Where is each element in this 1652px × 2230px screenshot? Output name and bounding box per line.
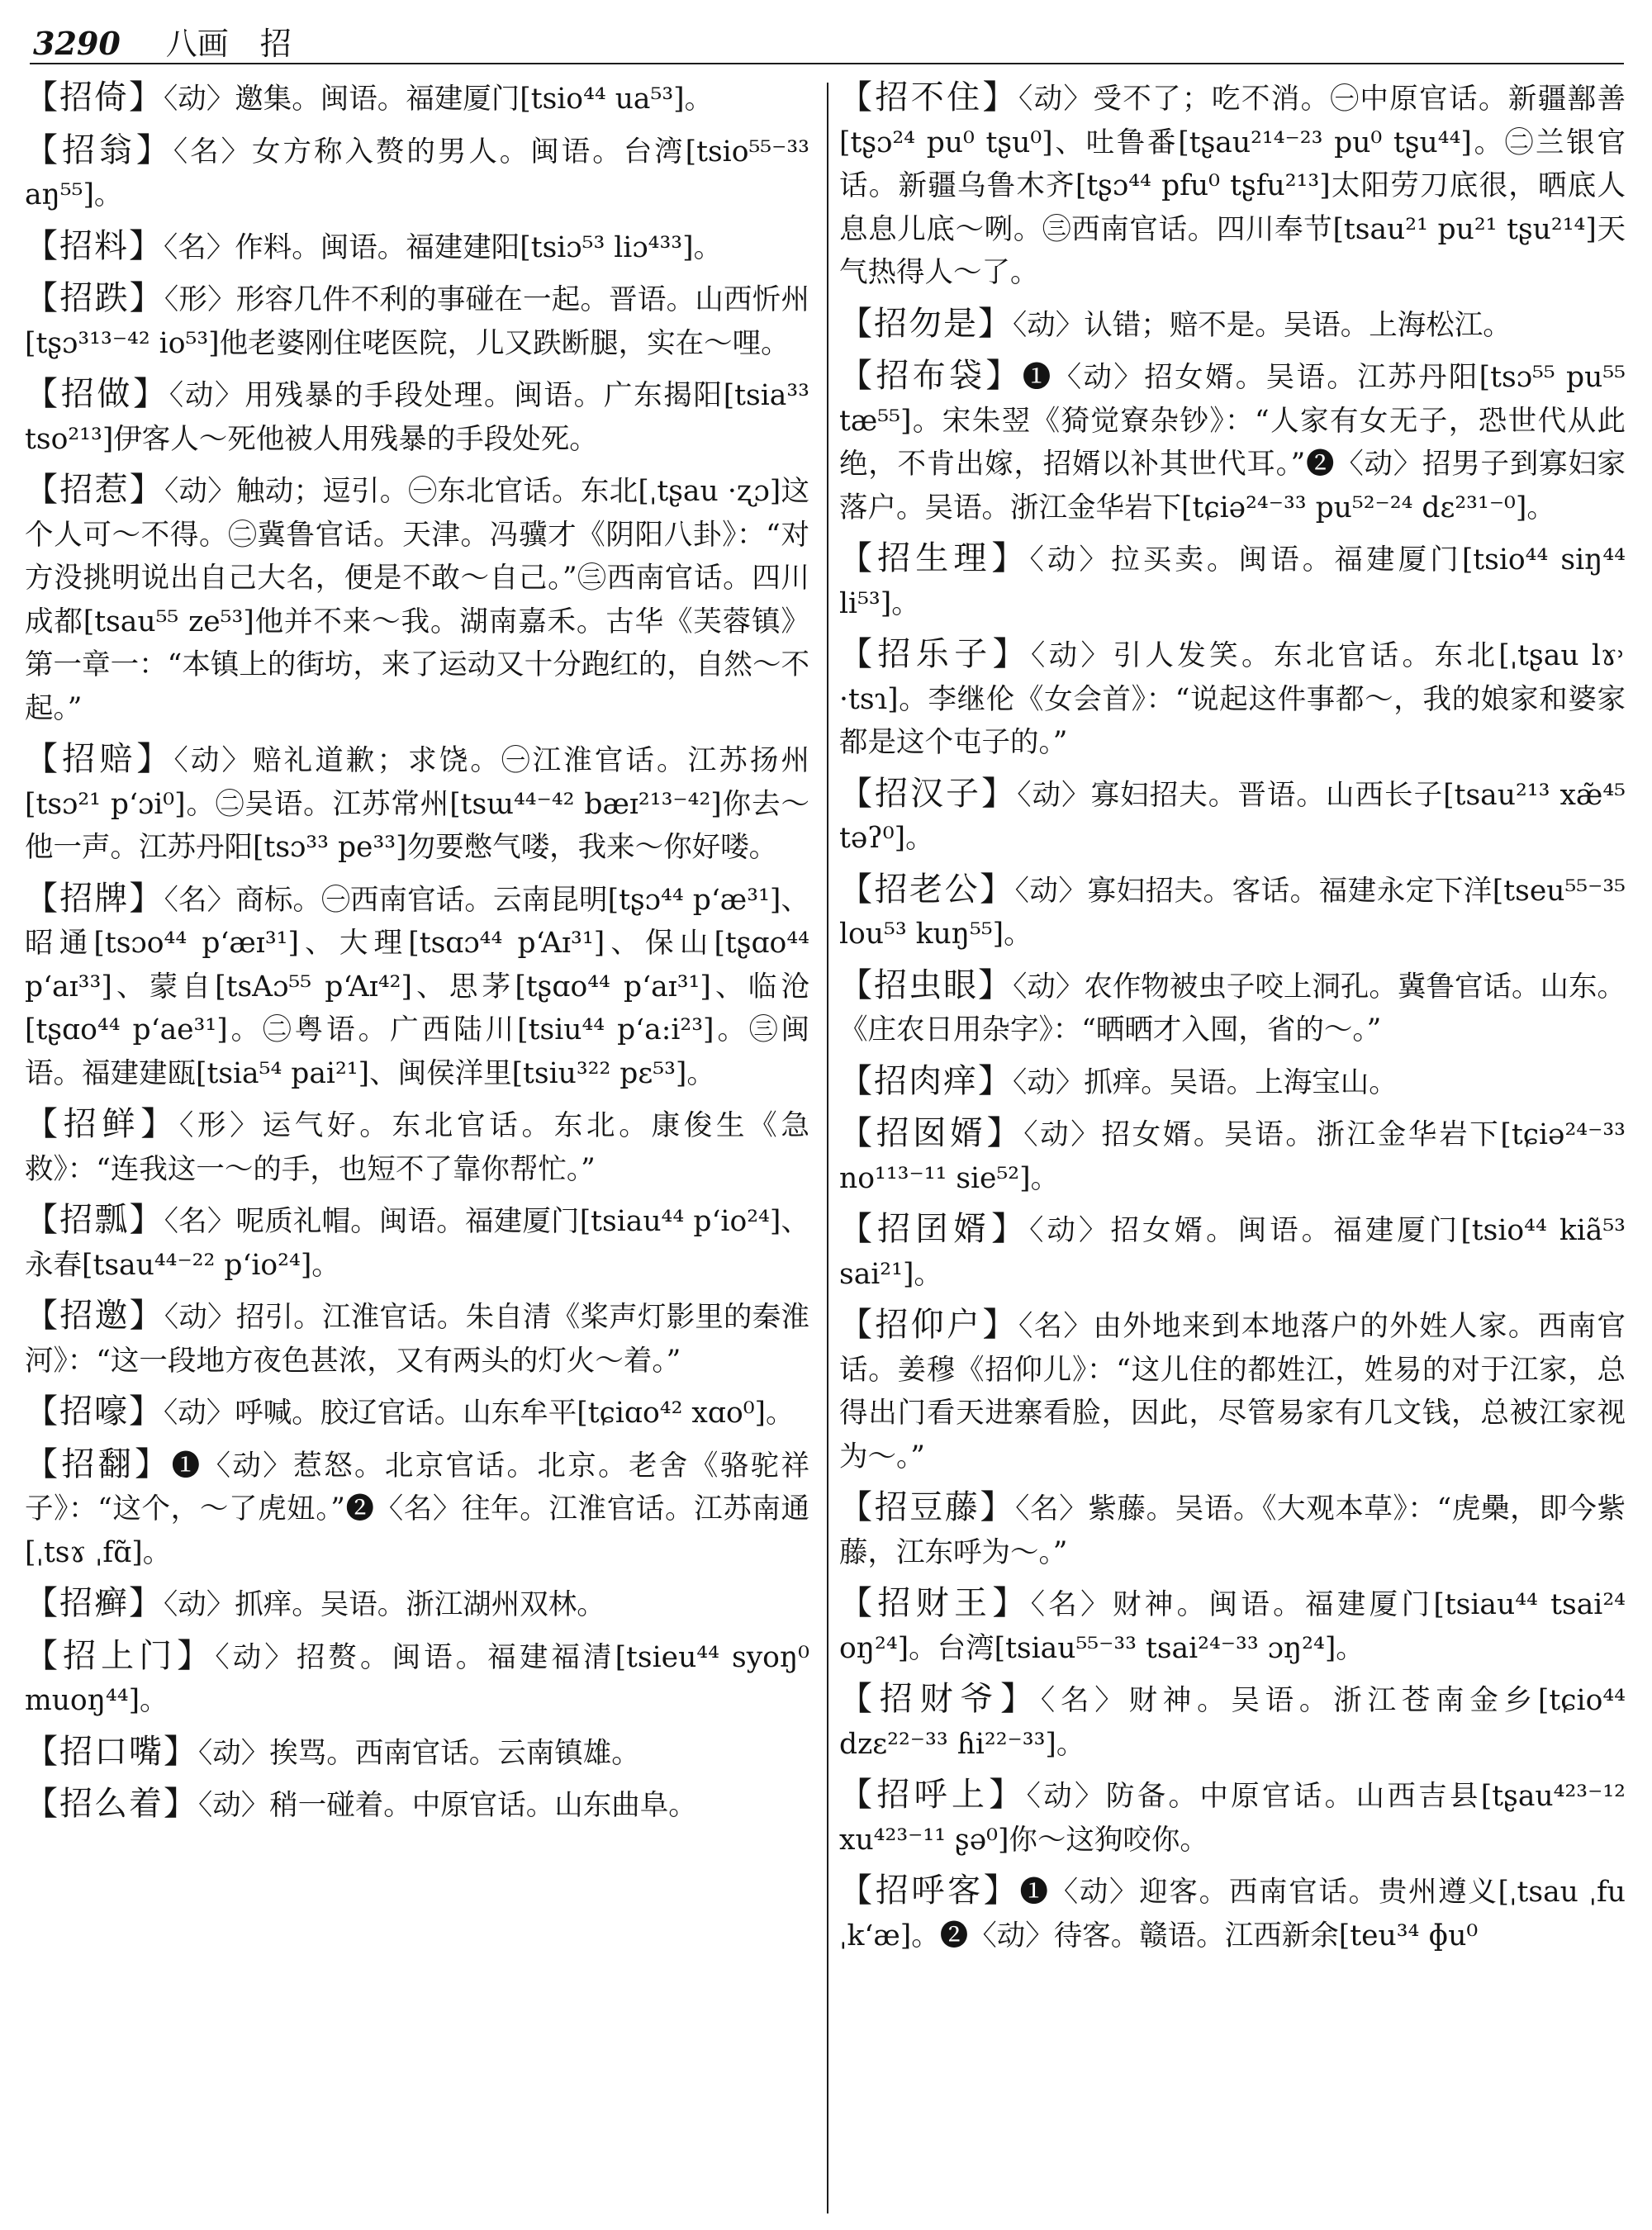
dictionary-entry xyxy=(839,354,1626,529)
entry-headword: 【招仰户】 xyxy=(839,1306,1018,1344)
entry-definition: 〈动〉防备。中原官话。山西吉县[tʂau⁴²³⁻¹² xu⁴²³⁻¹¹ ʂə⁰]你～这狗咬你。 xyxy=(839,1780,1626,1857)
entry-headword: 【招上门】 xyxy=(25,1636,216,1675)
entry-headword: 【招财爷】 xyxy=(839,1680,1041,1718)
entry-definition: 〈动〉抓痒。吴语。上海宝山。 xyxy=(1013,1065,1398,1099)
entry-definition: 〈动〉农作物被虫子咬上洞孔。冀鲁官话。山东。《庄农日用杂字》：“晒晒才入囤，省的～。” xyxy=(839,970,1626,1046)
dictionary-entry xyxy=(839,1208,1626,1296)
entry-headword: 【招生理】 xyxy=(839,539,1030,577)
right-column xyxy=(839,76,1626,1965)
entry-headword: 【招瓢】 xyxy=(25,1201,164,1239)
entry-definition: 〈动〉寡妇招夫。客话。福建永定下洋[tseu⁵⁵⁻³⁵ lou⁵³ kuŋ⁵⁵]。 xyxy=(839,874,1626,951)
entry-definition: 〈名〉由外地来到本地落户的外姓人家。西南官话。姜穆《招仰儿》：“这儿住的都姓江，姓易的对于江家，总得出门看天进寨看脸，因此，尽管易家有几文钱，总被江家视为～。” xyxy=(839,1310,1626,1473)
entry-headword: 【招赔】 xyxy=(25,740,174,778)
entry-headword: 【招么着】 xyxy=(25,1785,198,1823)
entry-definition: 〈动〉受不了；吃不消。㊀中原官话。新疆鄯善[tʂɔ²⁴ pu⁰ tʂu⁰]、吐鲁番[tʂau²¹⁴⁻²³ pu⁰ tʂu⁴⁴]。㊁兰银官话。新疆乌鲁木齐[tʂɔ⁴⁴ pfu⁰ tʂfu²¹³]太阳劳刀底很，晒底人息息儿底～咧。㊂西南官话。四川奉节[tsau²¹ pu²¹ tʂu²¹⁴]天气热得人～了。 xyxy=(839,83,1626,289)
entry-definition: 〈名〉紫藤。吴语。《大观本草》：“虎櫐，即今紫藤，江东呼为～。” xyxy=(839,1492,1626,1569)
dictionary-entry xyxy=(839,964,1626,1052)
dictionary-entry xyxy=(839,1869,1626,1957)
dictionary-entry xyxy=(839,1112,1626,1200)
entry-definition: ❶〈动〉招女婿。吴语。江苏丹阳[tsɔ⁵⁵ pu⁵⁵ tæ⁵⁵]。宋朱翌《猗觉寮杂钞》：“人家有女无子，恐世代从此绝，不肯出嫁，招婿以补其世代耳。”❷〈动〉招男子到寡妇家落户。吴语。浙江金华岩下[tɕiə²⁴⁻³³ pu⁵²⁻²⁴ dɛ²³¹⁻⁰]。 xyxy=(839,361,1626,524)
dictionary-entry xyxy=(25,738,809,870)
entry-headword: 【招邀】 xyxy=(25,1297,164,1335)
dictionary-entry xyxy=(839,868,1626,956)
entry-headword: 【招翁】 xyxy=(25,130,173,169)
entry-definition: 〈名〉呢质礼帽。闽语。福建厦门[tsiau⁴⁴ pʻio²⁴]、永春[tsau⁴⁴⁻²² pʻio²⁴]。 xyxy=(25,1205,810,1282)
dictionary-entry xyxy=(25,277,809,365)
dictionary-entry xyxy=(25,1198,809,1287)
entry-headword: 【招牌】 xyxy=(25,879,164,918)
dictionary-entry xyxy=(839,1677,1626,1766)
entry-definition: 〈形〉运气好。东北官话。东北。康俊生《急救》：“连我这一～的手，也短不了靠你帮忙。” xyxy=(25,1109,809,1186)
entry-definition: 〈动〉拉买卖。闽语。福建厦门[tsio⁴⁴ siŋ⁴⁴ li⁵³]。 xyxy=(839,543,1626,620)
entry-definition: 〈名〉财神。吴语。浙江苍南金乡[tɕio⁴⁴ dzɛ²²⁻³³ ɦi²²⁻³³]。 xyxy=(839,1684,1626,1761)
entry-headword: 【招做】 xyxy=(25,375,169,413)
dictionary-entry xyxy=(839,1303,1626,1478)
dictionary-entry xyxy=(25,1390,809,1435)
dictionary-entry xyxy=(25,468,809,730)
column-divider xyxy=(827,83,828,2213)
entry-headword: 【招翻】 xyxy=(25,1445,172,1483)
entry-definition: 〈形〉形容几件不利的事碰在一起。晋语。山西忻州[tʂɔ³¹³⁻⁴² io⁵³]他老婆刚住咾医院，儿又跌断腿，实在～哩。 xyxy=(25,283,810,360)
entry-definition: 〈动〉呼喊。胶辽官话。山东牟平[tɕiɑo⁴² xɑo⁰]。 xyxy=(164,1397,795,1430)
dictionary-entry xyxy=(839,633,1626,765)
dictionary-entry xyxy=(25,1782,809,1828)
entry-definition: 〈动〉邀集。闽语。福建厦门[tsio⁴⁴ ua⁵³]。 xyxy=(164,83,714,116)
entry-headword: 【招鲜】 xyxy=(25,1105,179,1143)
entry-definition: 〈动〉引人发笑。东北官话。东北[ˌtʂau lɤ˒ ·tsɿ]。李继伦《女会首》：“说起这件事都～，我的娘家和婆家都是这个屯子的。” xyxy=(839,639,1626,759)
entry-definition: 〈动〉招女婿。闽语。福建厦门[tsio⁴⁴ kiã⁵³ sai²¹]。 xyxy=(839,1214,1626,1291)
entry-headword: 【招嚎】 xyxy=(25,1393,164,1431)
entry-headword: 【招老公】 xyxy=(839,870,1015,909)
head-character: 招 xyxy=(259,26,292,62)
entry-definition: ❶〈动〉迎客。西南官话。贵州遵义[ˌtsau ˌfu ˌkʻæ]。❷〈动〉待客。赣语。江西新余[teu³⁴ ɸu⁰ xyxy=(839,1876,1626,1952)
entry-definition: 〈动〉稍一碰着。中原官话。山东曲阜。 xyxy=(198,1789,697,1822)
page-number: 3290 xyxy=(33,25,121,62)
entry-headword: 【招财王】 xyxy=(839,1584,1031,1622)
header-rule xyxy=(30,63,1624,64)
entry-definition: 〈动〉赔礼道歉；求饶。㊀江淮官话。江苏扬州[tsɔ²¹ pʻɔi⁰]。㊁吴语。江苏常州[tsɯ⁴⁴⁻⁴² bæɪ²¹³⁻⁴²]你去～他一声。江苏丹阳[tsɔ³³ pe³³]勿要憋气喽，我来～你好喽。 xyxy=(25,744,810,864)
dictionary-entry xyxy=(839,1060,1626,1105)
entry-definition: 〈动〉认错；赔不是。吴语。上海松江。 xyxy=(1013,308,1512,342)
entry-headword: 【招勿是】 xyxy=(839,304,1013,343)
entry-definition: 〈动〉抓痒。吴语。浙江湖州双林。 xyxy=(164,1588,605,1621)
entry-headword: 【招虫眼】 xyxy=(839,966,1014,1004)
dictionary-entry xyxy=(839,537,1626,625)
entry-definition: 〈名〉商标。㊀西南官话。云南昆明[tʂɔ⁴⁴ pʻæ³¹]、昭通[tsɔo⁴⁴ pʻæɪ³¹]、大理[tsɑɔ⁴⁴ pʻAɪ³¹]、保山[tʂɑo⁴⁴ pʻaɪ³³]、蒙自[tsAɔ⁵⁵ pʻAɪ⁴²]、思茅[tʂɑo⁴⁴ pʻaɪ³¹]、临沧[tʂɑo⁴⁴ pʻae³¹]。㊁粤语。广西陆川[tsiu⁴⁴ pʻa:i²³]。㊂闽语。福建建瓯[tsia⁵⁴ pai²¹]、闽侯洋里[tsiu³²² pɛ⁵³]。 xyxy=(25,883,809,1090)
entry-headword: 【招肉痒】 xyxy=(839,1061,1013,1100)
entry-definition: 〈动〉招女婿。吴语。浙江金华岩下[tɕiə²⁴⁻³³ no¹¹³⁻¹¹ sie⁵²]。 xyxy=(839,1118,1626,1195)
entry-headword: 【招布袋】 xyxy=(839,357,1023,395)
entry-definition: 〈动〉用残暴的手段处理。闽语。广东揭阳[tsia³³ tso²¹³]伊客人～死他被人用残暴的手段处死。 xyxy=(25,379,810,456)
entry-headword: 【招呼客】 xyxy=(839,1872,1020,1910)
entry-headword: 【招呼上】 xyxy=(839,1776,1027,1814)
dictionary-entry xyxy=(839,1486,1626,1574)
dictionary-entry xyxy=(25,129,809,217)
dictionary-entry xyxy=(25,372,809,461)
entry-definition: 〈动〉寡妇招夫。晋语。山西长子[tsau²¹³ xæ̃⁴⁵ təʔ⁰]。 xyxy=(839,778,1626,855)
entry-headword: 【招豆藤】 xyxy=(839,1488,1016,1526)
entry-definition: ❶〈动〉惹怒。北京官话。北京。老舍《骆驼祥子》：“这个，～了虎妞。”❷〈名〉往年。江淮官话。江苏南通[ˌtsɤ ˌfɑ̃]。 xyxy=(25,1449,810,1569)
dictionary-entry xyxy=(839,772,1626,861)
left-column xyxy=(25,76,809,1835)
entry-headword: 【招口嘴】 xyxy=(25,1732,198,1771)
entry-headword: 【招跌】 xyxy=(25,279,164,317)
dictionary-entry xyxy=(839,302,1626,348)
entry-headword: 【招囡婿】 xyxy=(839,1114,1024,1152)
dictionary-entry xyxy=(839,76,1626,295)
dictionary-entry xyxy=(25,76,809,121)
dictionary-entry xyxy=(25,1635,809,1723)
entry-definition: 〈动〉触动；逗引。㊀东北官话。东北[ˌtʂau ·ʐɔ]这个人可～不得。㊁冀鲁官话。天津。冯骥才《阴阳八卦》：“对方没挑明说出自己大名，便是不敢～自己。”㊂西南官话。四川成都[tsau⁵⁵ ze⁵³]他并不来～我。湖南嘉禾。古华《芙蓉镇》第一章一：“本镇上的街坊，来了运动又十分跑红的，自然～不起。” xyxy=(25,475,809,725)
entry-headword: 【招倚】 xyxy=(25,78,164,116)
dictionary-entry xyxy=(25,1294,809,1383)
dictionary-entry xyxy=(839,1582,1626,1670)
dictionary-entry xyxy=(25,1582,809,1627)
dictionary-entry xyxy=(25,1730,809,1776)
entry-definition: 〈名〉作料。闽语。福建建阳[tsiɔ⁵³ liɔ⁴³³]。 xyxy=(164,230,723,264)
entry-definition: 〈动〉招引。江淮官话。朱自清《桨声灯影里的秦淮河》：“这一段地方夜色甚浓，又有两头的灯火～着。” xyxy=(25,1301,810,1378)
entry-headword: 【招惹】 xyxy=(25,471,164,509)
entry-headword: 【招汉子】 xyxy=(839,774,1018,813)
dictionary-entry xyxy=(25,1443,809,1575)
entry-headword: 【招不住】 xyxy=(839,78,1018,116)
entry-definition: 〈动〉招赘。闽语。福建福清[tsieu⁴⁴ syoŋ⁰ muoŋ⁴⁴]。 xyxy=(25,1640,810,1717)
entry-headword: 【招料】 xyxy=(25,226,164,265)
stroke-section: 八画 xyxy=(165,26,229,62)
dictionary-entry xyxy=(25,877,809,1096)
dictionary-entry xyxy=(25,225,809,270)
dictionary-entry xyxy=(25,1103,809,1191)
entry-definition: 〈名〉财神。闽语。福建厦门[tsiau⁴⁴ tsai²⁴ oŋ²⁴]。台湾[tsiau⁵⁵⁻³³ tsai²⁴⁻³³ ɔŋ²⁴]。 xyxy=(839,1588,1626,1665)
entry-definition: 〈动〉挨骂。西南官话。云南镇雄。 xyxy=(198,1736,640,1770)
entry-headword: 【招囝婿】 xyxy=(839,1210,1030,1248)
dictionary-entry xyxy=(839,1773,1626,1862)
running-header xyxy=(33,18,1635,62)
entry-headword: 【招癣】 xyxy=(25,1584,164,1622)
entry-definition: 〈名〉女方称入赘的男人。闽语。台湾[tsio⁵⁵⁻³³ aŋ⁵⁵]。 xyxy=(25,135,809,211)
entry-headword: 【招乐子】 xyxy=(839,635,1031,673)
